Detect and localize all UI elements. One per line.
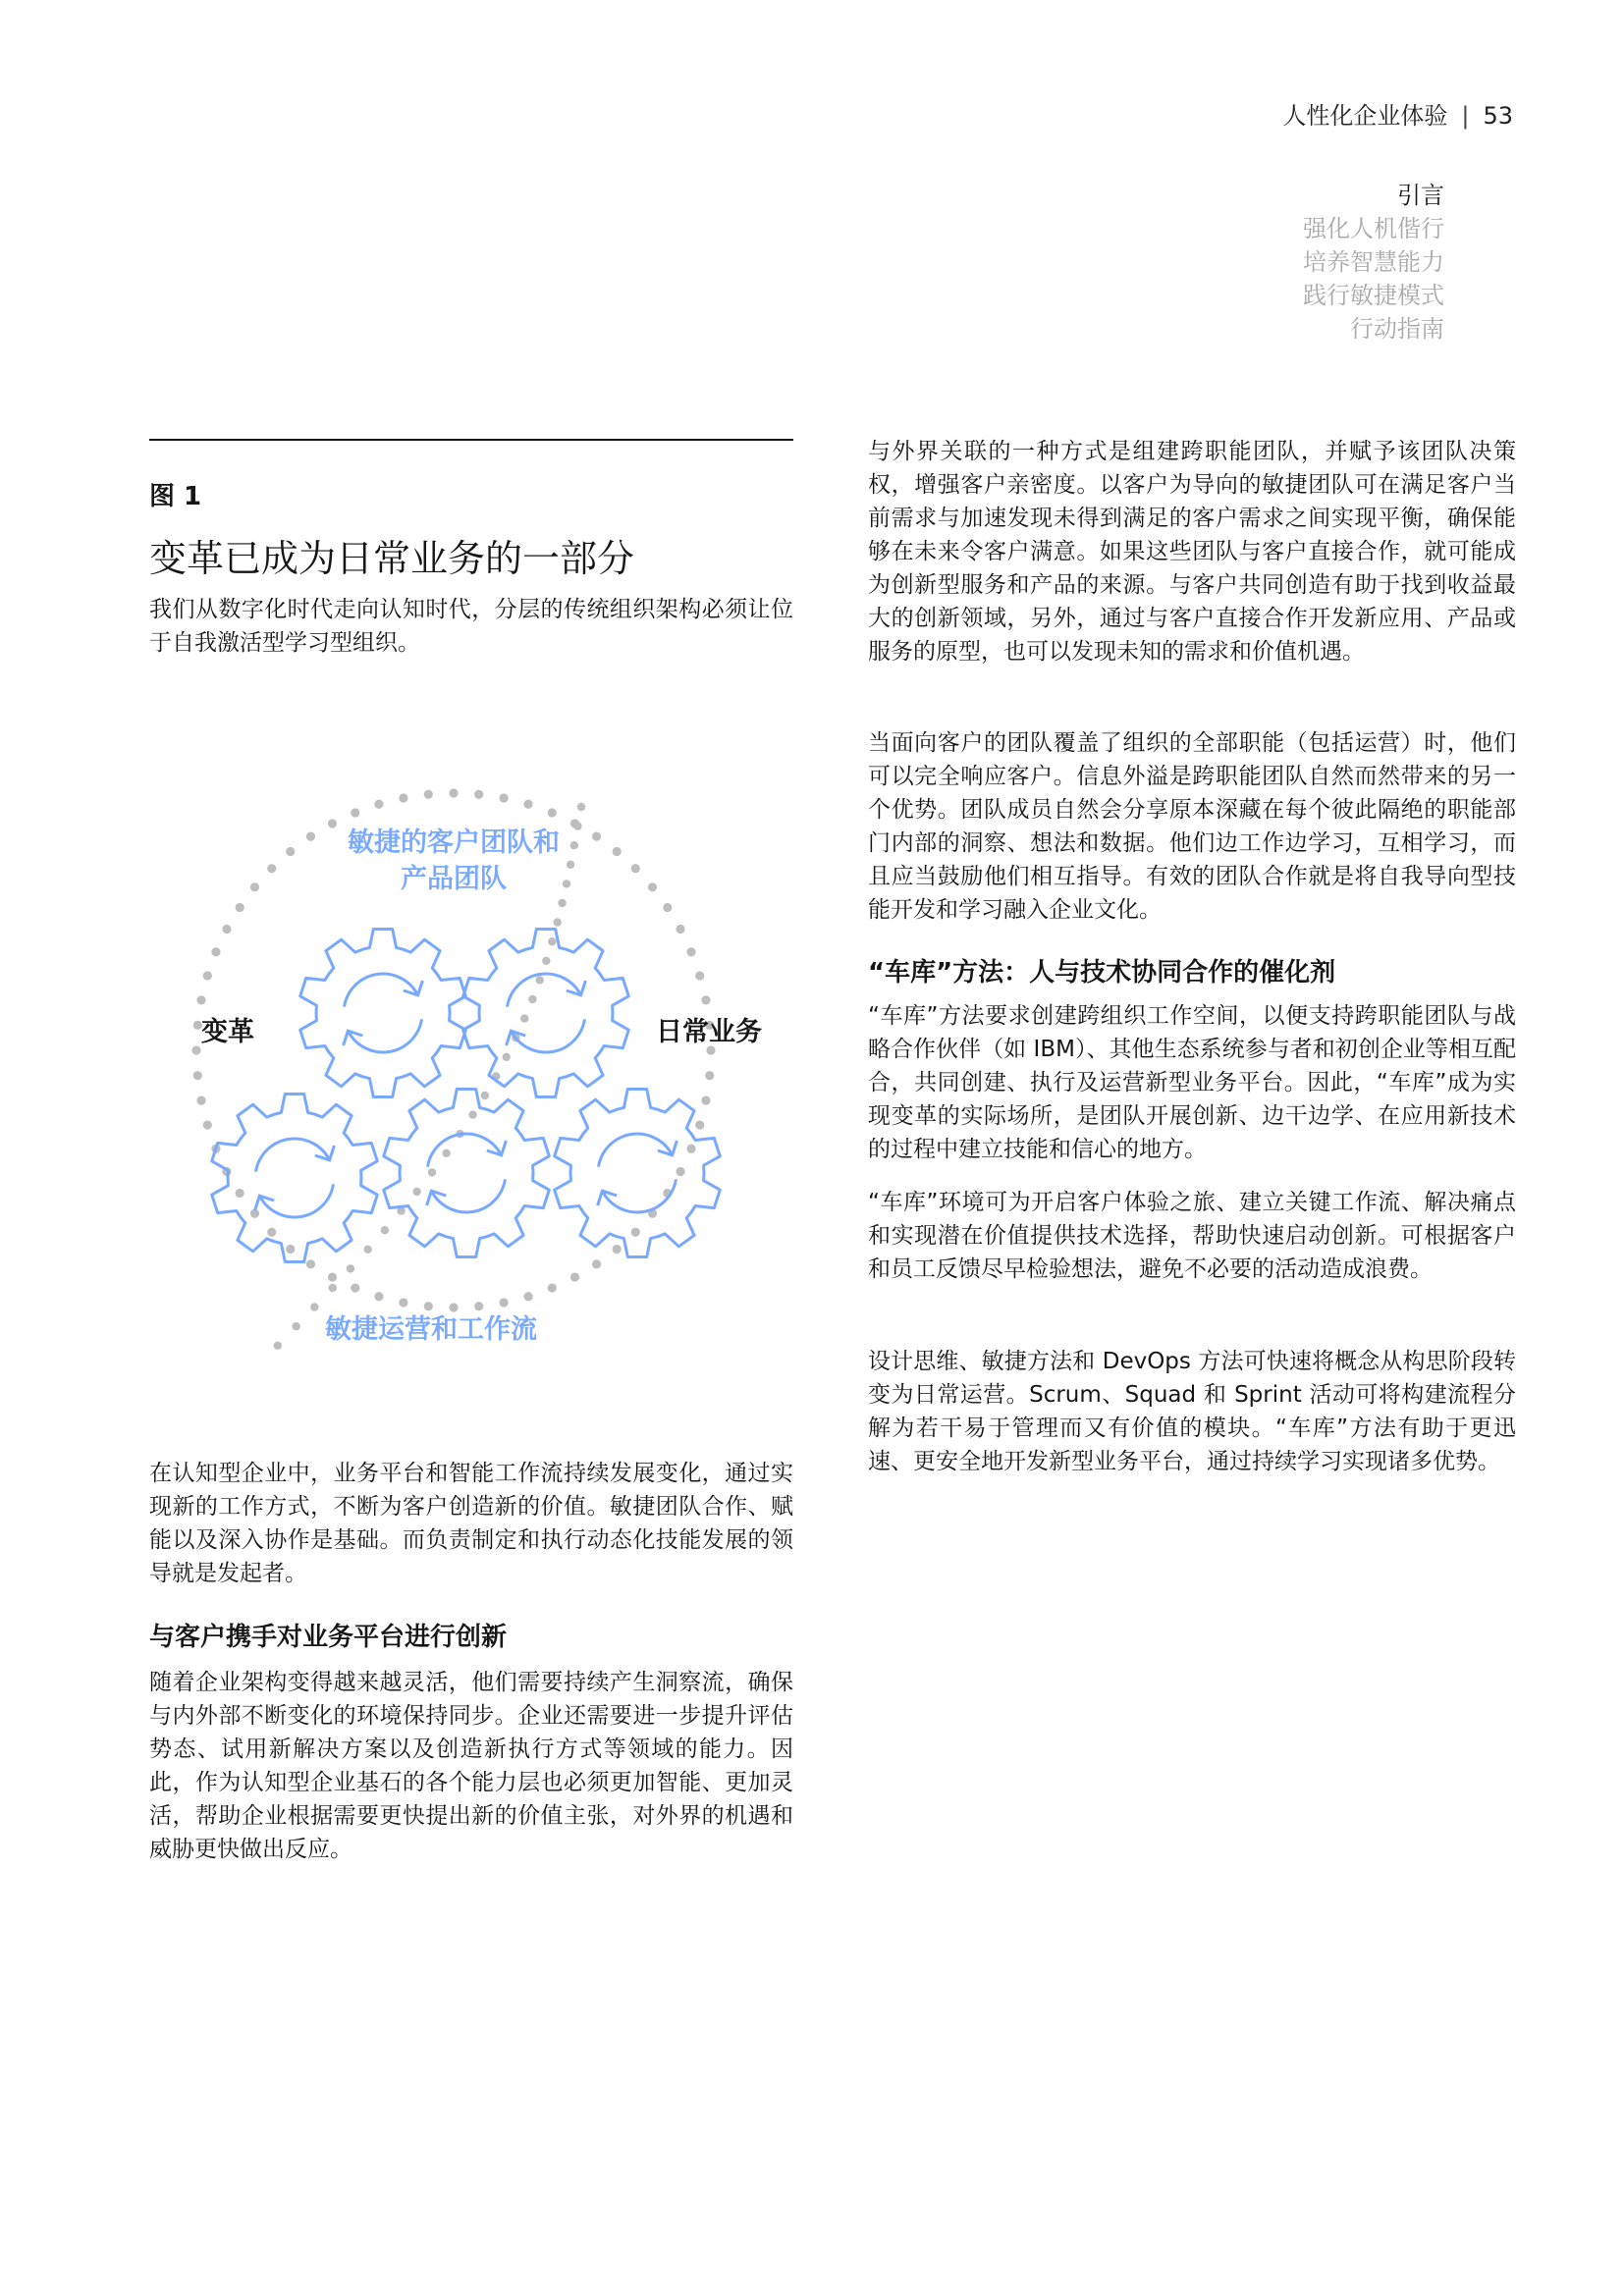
diagram-right-label: 日常业务	[656, 1017, 762, 1047]
boundary-dot	[554, 918, 562, 926]
left-paragraph-1: 在认知型企业中，业务平台和智能工作流持续发展变化，通过实现新的工作方式，不断为客户创造新的价值。敏捷团队合作、赋能以及深入协作是基础。而负责制定和执行动态化技能发展的领导就是发起者。	[149, 1461, 793, 1586]
boundary-dot	[310, 1303, 318, 1310]
ring-dot	[236, 903, 244, 912]
boundary-dot	[363, 1246, 371, 1254]
nav-item-action-guide[interactable]: 行动指南	[1350, 315, 1444, 343]
gear-outline	[300, 930, 466, 1097]
ring-dot	[648, 882, 657, 891]
section-nav	[1303, 179, 1444, 346]
right-paragraph-5: 设计思维、敏捷方法和 DevOps 方法可快速将概念从构思阶段转变为日常运营。Scrum、Squad 和 Sprint 活动可将构建流程分解为若干易于管理而又有价值的模块。“车库”方法有助于更迅速、更安全地开发新型业务平台，通过持续学习实现诸多优势。	[868, 1349, 1516, 1474]
ring-dot	[191, 1045, 200, 1054]
ring-dot	[203, 971, 212, 980]
ring-dot	[250, 882, 259, 891]
transformation-diagram	[149, 756, 797, 1443]
left-heading-1: 与客户携手对业务平台进行创新	[149, 1623, 508, 1652]
nav-item-intro[interactable]: 引言	[1397, 182, 1444, 209]
boundary-dot	[329, 1284, 337, 1292]
ring-dot	[267, 864, 276, 873]
ring-dot	[449, 1303, 458, 1311]
boundary-dot	[558, 899, 566, 907]
right-paragraph-4: “车库”环境可为开启客户体验之旅、建立关键工作流、解决痛点和实现潜在价值提供技术选择，帮助快速启动创新。可根据客户和员工反馈尽早检验想法，避免不必要的活动造成浪费。	[868, 1190, 1516, 1282]
ring-dot	[701, 1096, 710, 1105]
ring-dot	[523, 1292, 532, 1301]
ring-dot	[424, 790, 433, 799]
boundary-dot	[536, 976, 544, 984]
right-paragraph-2: 当面向客户的团队覆盖了组织的全部职能（包括运营）时，他们可以完全响应客户。信息外溢是跨职能团队自然而然带来的另一个优势。团队成员自然会分享原本深藏在每个彼此隔绝的职能部门内部的洞察、想法和数据。他们边工作边学习，互相学习，而且应当鼓励他们相互指导。有效的团队合作就是将自我导向型技能开发和学习融入企业文化。	[868, 730, 1516, 923]
ring-dot	[374, 1292, 383, 1301]
page-number: 53	[1483, 102, 1513, 130]
ring-dot	[306, 832, 315, 841]
ring-dot	[631, 1228, 640, 1237]
ring-dot	[705, 1071, 714, 1080]
diagram-top-label-line2: 产品团队	[401, 864, 507, 894]
boundary-dot	[347, 1264, 354, 1272]
diagram-top-label-line1: 敏捷的客户团队和	[348, 828, 560, 858]
boundary-dot	[548, 937, 556, 945]
gear-icon	[300, 930, 466, 1097]
gear-icon	[384, 1090, 550, 1257]
ring-dot	[570, 1272, 579, 1281]
ring-dot	[193, 1071, 202, 1080]
gear-icon	[463, 930, 629, 1097]
boundary-dot	[528, 995, 536, 1003]
ring-dot	[548, 1283, 557, 1292]
figure-caption: 我们从数字化时代走向认知时代，分层的传统组织架构必须让位于自我激活型学习型组织。	[149, 597, 793, 656]
ring-dot	[613, 1245, 622, 1254]
boundary-dot	[412, 1188, 420, 1196]
figure-divider	[149, 439, 793, 441]
ring-dot	[328, 1272, 337, 1281]
diagram-left-label: 变革	[201, 1017, 254, 1047]
ring-dot	[631, 864, 640, 873]
page-header	[1282, 96, 1513, 131]
ring-dot	[250, 1209, 259, 1218]
boundary-dot	[381, 1226, 389, 1234]
right-heading-1: “车库”方法：人与技术协同合作的催化剂	[868, 958, 1336, 988]
boundary-dot	[520, 1014, 528, 1022]
ring-dot	[424, 1302, 433, 1310]
ring-dot	[222, 925, 231, 934]
ring-dot	[523, 800, 532, 809]
right-paragraph-1: 与外界关联的一种方式是组建跨职能团队，并赋予该团队决策权，增强客户亲密度。以客户为导向的敏捷团队可在满足客户当前需求与加速发现未得到满足的客户需求之间实现平衡，确保能够在未来令客户满意。如果这些团队与客户直接合作，就可能成为创新型服务和产品的来源。与客户共同创造有助于找到收益最大的创新领域，另外，通过与客户直接合作开发新应用、产品或服务的原型，也可以发现未知的需求和价值机遇。	[868, 439, 1516, 665]
ring-dot	[286, 847, 295, 856]
figure-title: 变革已成为日常业务的一部分	[149, 537, 635, 580]
gear-outline	[212, 1095, 378, 1262]
ring-dot	[676, 1167, 684, 1176]
ring-dot	[500, 793, 509, 802]
ring-dot	[351, 808, 359, 817]
ring-dot	[374, 800, 383, 809]
boundary-dot	[567, 861, 574, 869]
ring-dot	[686, 1145, 695, 1153]
ring-dot	[695, 971, 704, 980]
ring-dot	[676, 925, 684, 934]
ring-dot	[474, 790, 483, 799]
ring-dot	[592, 832, 601, 841]
section-title: 人性化企业体验	[1282, 102, 1448, 130]
boundary-dot	[503, 1053, 511, 1061]
ring-dot	[686, 947, 695, 956]
boundary-dot	[481, 1092, 489, 1099]
header-separator: |	[1461, 102, 1470, 130]
ring-dot	[196, 1096, 205, 1105]
boundary-dot	[468, 1110, 476, 1118]
ring-dot	[613, 847, 622, 856]
boundary-dot	[428, 1168, 436, 1176]
ring-dot	[196, 995, 205, 1004]
gear-outline	[384, 1090, 550, 1257]
ring-dot	[500, 1298, 509, 1307]
ring-dot	[306, 1259, 315, 1268]
nav-item-human-machine[interactable]: 强化人机偕行	[1303, 215, 1444, 242]
boundary-dot	[577, 803, 585, 811]
ring-dot	[548, 808, 557, 817]
boundary-dot	[573, 822, 581, 829]
boundary-dot	[563, 880, 570, 887]
ring-dot	[236, 1189, 244, 1198]
boundary-dot	[542, 957, 550, 965]
ring-dot	[399, 793, 407, 802]
ring-dot	[328, 819, 337, 828]
ring-dot	[351, 1283, 359, 1292]
ring-dot	[695, 1120, 704, 1129]
ring-dot	[663, 903, 672, 912]
ring-dot	[267, 1228, 276, 1237]
ring-dot	[211, 947, 220, 956]
figure-label: 图 1	[149, 482, 202, 511]
gear-outline	[463, 930, 629, 1097]
ring-dot	[449, 788, 458, 797]
ring-dot	[701, 995, 710, 1004]
boundary-dot	[292, 1322, 299, 1330]
ring-dot	[592, 1259, 601, 1268]
boundary-dot	[442, 1149, 450, 1157]
left-paragraph-2: 随着企业架构变得越来越灵活，他们需要持续产生洞察流，确保与内外部不断变化的环境保持同步。企业还需要进一步提升评估势态、试用新解决方案以及创造新执行方式等领域的能力。因此，作为认知型企业基石的各个能力层也必须更加智能、更加灵活，帮助企业根据需要更快提出新的价值主张，对外界的机遇和威胁更快做出反应。	[149, 1670, 793, 1862]
right-paragraph-3: “车库”方法要求创建跨组织工作空间，以便支持跨职能团队与战略合作伙伴（如 IBM）、其他生态系统参与者和初创企业等相互配合，共同创建、执行及运营新型业务平台。因此，“车库”成为实现变革的实际场所，是团队开展创新、边干边学、在应用新技术的过程中建立技能和信心的地方。	[868, 1003, 1516, 1162]
diagram-bottom-label: 敏捷运营和工作流	[325, 1314, 537, 1345]
nav-item-smart-capabilities[interactable]: 培养智慧能力	[1303, 248, 1444, 276]
gear-icon	[212, 1095, 378, 1262]
boundary-dot	[274, 1342, 282, 1350]
nav-item-agile-mode[interactable]: 践行敏捷模式	[1303, 282, 1444, 309]
ring-dot	[399, 1298, 407, 1307]
ring-dot	[474, 1302, 483, 1310]
gear-cluster	[212, 930, 721, 1262]
boundary-dot	[570, 841, 578, 849]
ring-dot	[286, 1245, 295, 1254]
ring-dot	[203, 1120, 212, 1129]
